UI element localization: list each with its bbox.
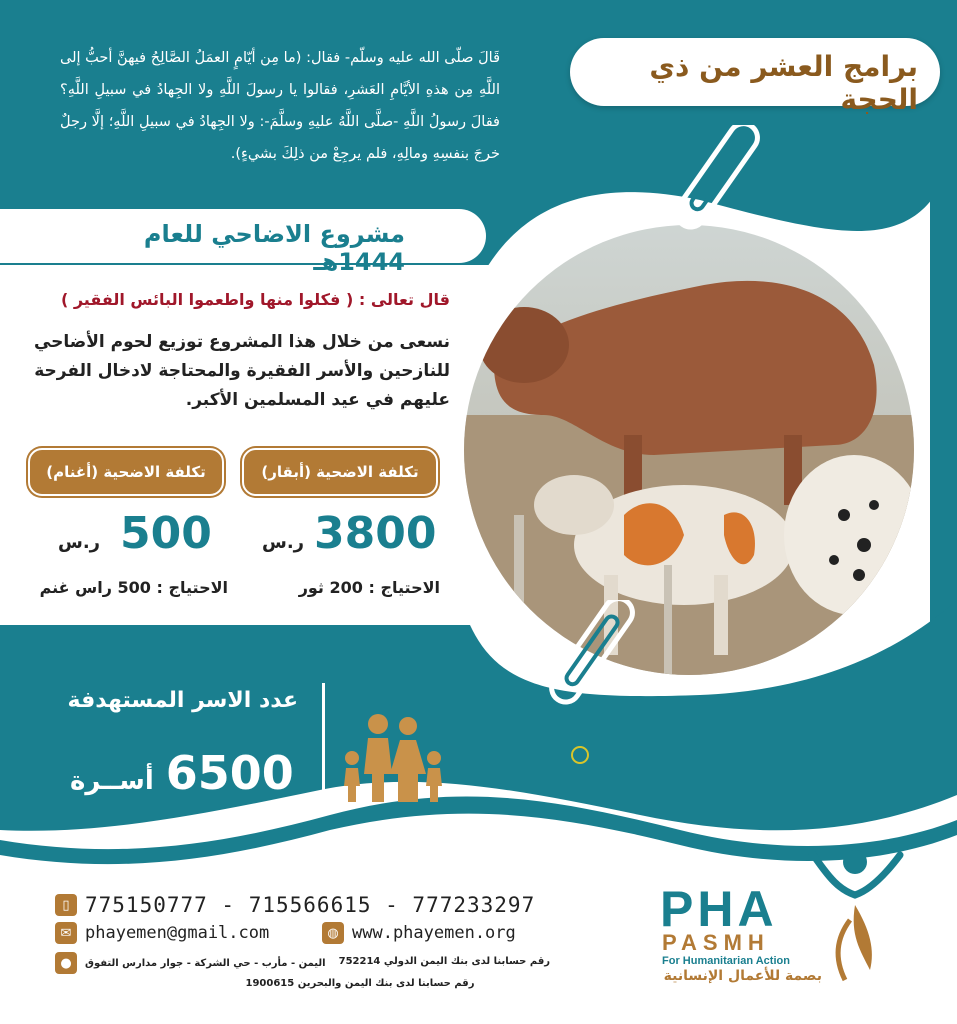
location-icon: ● bbox=[55, 952, 77, 974]
email[interactable]: phayemen@gmail.com bbox=[85, 923, 270, 943]
cattle-need: الاحتياج : 200 ثور bbox=[298, 578, 440, 597]
website-row bbox=[322, 922, 516, 944]
address-row bbox=[55, 952, 326, 974]
livestock-photo bbox=[454, 215, 924, 685]
paperclip-bottom-icon bbox=[535, 600, 645, 710]
family-icon bbox=[338, 712, 448, 804]
globe-icon: ◍ bbox=[322, 922, 344, 944]
families-count: 6500 bbox=[165, 746, 294, 800]
page-title: برامج العشر من ذي الحجة bbox=[649, 50, 918, 116]
email-row bbox=[55, 922, 269, 944]
website[interactable]: www.phayemen.org bbox=[352, 923, 516, 943]
divider bbox=[322, 683, 325, 801]
bank-account-1: رقم حسابنا لدى بنك اليمن الدولي 752214 bbox=[338, 956, 550, 967]
logo-arabic: بصمة للأعمال الإنسانية bbox=[663, 968, 822, 984]
phones[interactable]: 775150777 - 715566615 - 777233297 bbox=[85, 893, 536, 917]
decor-circle bbox=[571, 746, 589, 764]
logo-pasmh: PASMH bbox=[662, 930, 770, 955]
logo-english: For Humanitarian Action bbox=[662, 955, 790, 967]
email-icon: ✉ bbox=[55, 922, 77, 944]
paperclip-top-icon bbox=[660, 125, 770, 235]
quran-quote: قال تعالى : ( فكلوا منها واطعموا البائس الفقير ) bbox=[60, 290, 450, 309]
sheep-cost-label: تكلفة الاضحية (أغنام) bbox=[28, 448, 224, 496]
bank-account-2: رقم حسابنا لدى بنك اليمن والبحرين 1900615 bbox=[245, 978, 475, 989]
address: اليمن - مأرب - حي الشركة - جوار مدارس التفوق bbox=[85, 957, 326, 969]
project-title: مشروع الاضاحي للعام 1444هـ bbox=[143, 220, 405, 276]
sheep-price: 500 bbox=[120, 508, 212, 559]
families-count-row bbox=[70, 746, 294, 800]
sheep-currency: ر.س bbox=[58, 532, 101, 553]
sheep-price-row bbox=[58, 508, 212, 559]
families-label: عدد الاسر المستهدفة bbox=[67, 688, 298, 713]
project-description: نسعى من خلال هذا المشروع توزيع لحوم الأضاحي للنازحين والأسر الفقيرة والمحتاجة لادخال الفرحة عليهم في عيد المسلمين الأكبر. bbox=[33, 332, 450, 410]
logo-pha: PHA bbox=[660, 881, 778, 937]
phones-row bbox=[55, 893, 535, 917]
cattle-cost-label: تكلفة الاضحية (أبقار) bbox=[242, 448, 438, 496]
cattle-currency: ر.س bbox=[262, 532, 305, 553]
cattle-price-row bbox=[262, 508, 437, 559]
cattle-price: 3800 bbox=[314, 508, 437, 559]
phone-icon: ▯ bbox=[55, 894, 77, 916]
sheep-need: الاحتياج : 500 راس غنم bbox=[39, 578, 228, 597]
hadith-text: قَالَ صلّى الله عليه وسلّم- فقال: (ما مِن أيّامٍ العمَلُ الصَّالِحُ فيهنَّ أحبُّ إلى اللَّهِ مِن هذهِ الأيَّامِ العَشرِ، فقالوا يا رسولَ اللَّهِ ولا الجِهادُ في سبيلِ اللَّهِ؟ فقالَ رسولُ اللَّهِ -صلَّى اللَّهُ عليهِ وسلَّمَ-: ولا الجِهادُ في سبيلِ اللَّهِ؛ إلَّا رجلٌ خرجَ بنفسِهِ ومالِهِ، فلم يرجِعْ من ذلِكَ بشيءٍ). bbox=[60, 50, 500, 162]
families-unit: أســرة bbox=[70, 766, 154, 796]
